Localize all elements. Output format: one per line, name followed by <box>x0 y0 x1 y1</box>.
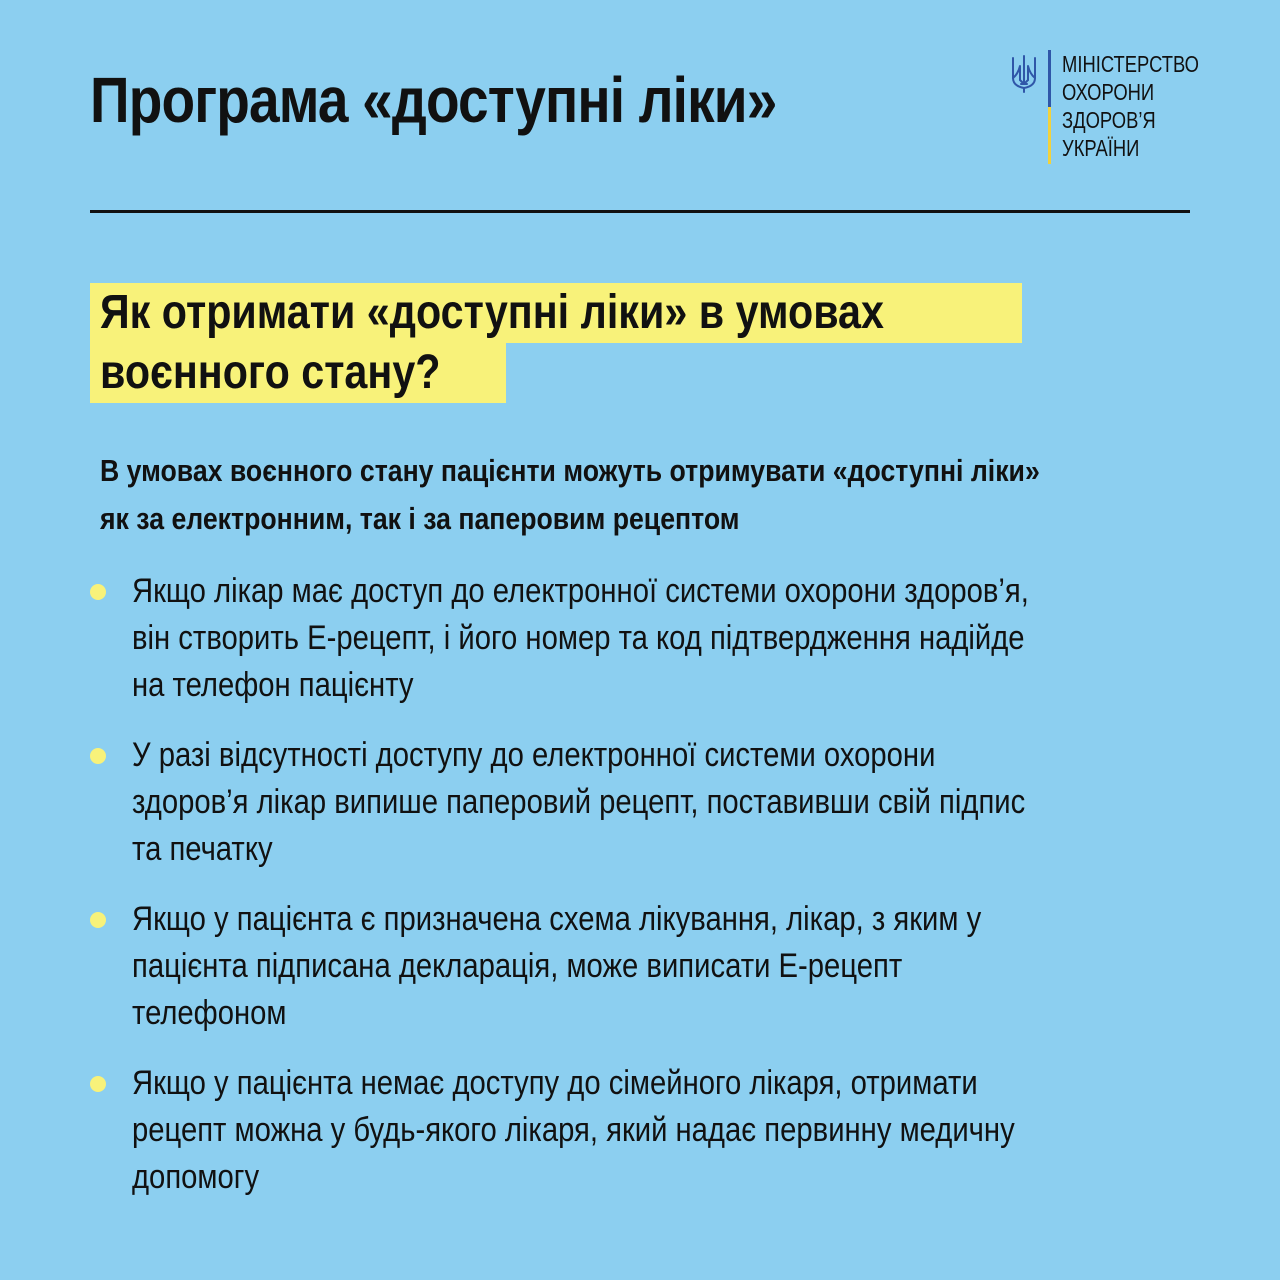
bullet-dot-icon <box>90 1076 106 1092</box>
list-item <box>90 732 1190 896</box>
logo-line: МІНІСТЕРСТВО <box>1062 51 1199 77</box>
subtitle-line: Як отримати «доступні ліки» в умовах <box>100 286 884 339</box>
subtitle-highlight <box>90 343 506 403</box>
bullet-dot-icon <box>90 912 106 928</box>
trident-icon <box>1010 54 1038 94</box>
list-item <box>90 568 1190 732</box>
bullet-dot-icon <box>90 748 106 764</box>
bullet-line: Якщо у пацієнта немає доступу до сімейного лікаря, отримати <box>132 1064 978 1102</box>
bullet-line: Якщо лікар має доступ до електронної системи охорони здоров’я, <box>132 572 1029 610</box>
lead-line: В умовах воєнного стану пацієнти можуть отримувати «доступні ліки» <box>100 453 1040 488</box>
bullet-line: здоров’я лікар випише паперовий рецепт, поставивши свій підпис <box>132 783 1026 821</box>
bullet-line: на телефон пацієнту <box>132 666 414 704</box>
bullet-line: допомогу <box>132 1158 260 1196</box>
title-divider <box>90 210 1190 213</box>
bullet-list <box>90 568 1190 1224</box>
lead-line: як за електронним, так і за паперовим рецептом <box>100 501 740 536</box>
subtitle-highlight <box>90 283 1022 343</box>
page-title: Програма «доступні ліки» <box>90 64 777 136</box>
bullet-line: Якщо у пацієнта є призначена схема лікування, лікар, з яким у <box>132 900 982 938</box>
logo-flag-bar <box>1048 50 1051 164</box>
subtitle-line: воєнного стану? <box>100 346 441 399</box>
bullet-line: телефоном <box>132 994 287 1032</box>
bullet-text <box>132 568 1175 709</box>
ministry-logo <box>1010 50 1210 170</box>
logo-line: ЗДОРОВ’Я <box>1062 107 1156 133</box>
bullet-line: він створить Е-рецепт, і його номер та код підтвердження надійде <box>132 619 1025 657</box>
list-item <box>90 1060 1190 1224</box>
bullet-line: рецепт можна у будь-якого лікаря, який надає первинну медичну <box>132 1111 1015 1149</box>
logo-line: ОХОРОНИ <box>1062 79 1155 105</box>
logo-line: УКРАЇНИ <box>1062 135 1140 161</box>
bullet-line: та печатку <box>132 830 273 868</box>
lead-paragraph <box>100 447 1200 543</box>
logo-text <box>1062 50 1199 162</box>
subtitle-question <box>90 283 1190 403</box>
bullet-text <box>132 1060 1158 1201</box>
bullet-line: У разі відсутності доступу до електронної системи охорони <box>132 736 936 774</box>
bullet-dot-icon <box>90 584 106 600</box>
bullet-line: пацієнта підписана декларація, може виписати Е-рецепт <box>132 947 903 985</box>
list-item <box>90 896 1190 1060</box>
bullet-text <box>132 896 1119 1037</box>
bullet-text <box>132 732 1171 873</box>
